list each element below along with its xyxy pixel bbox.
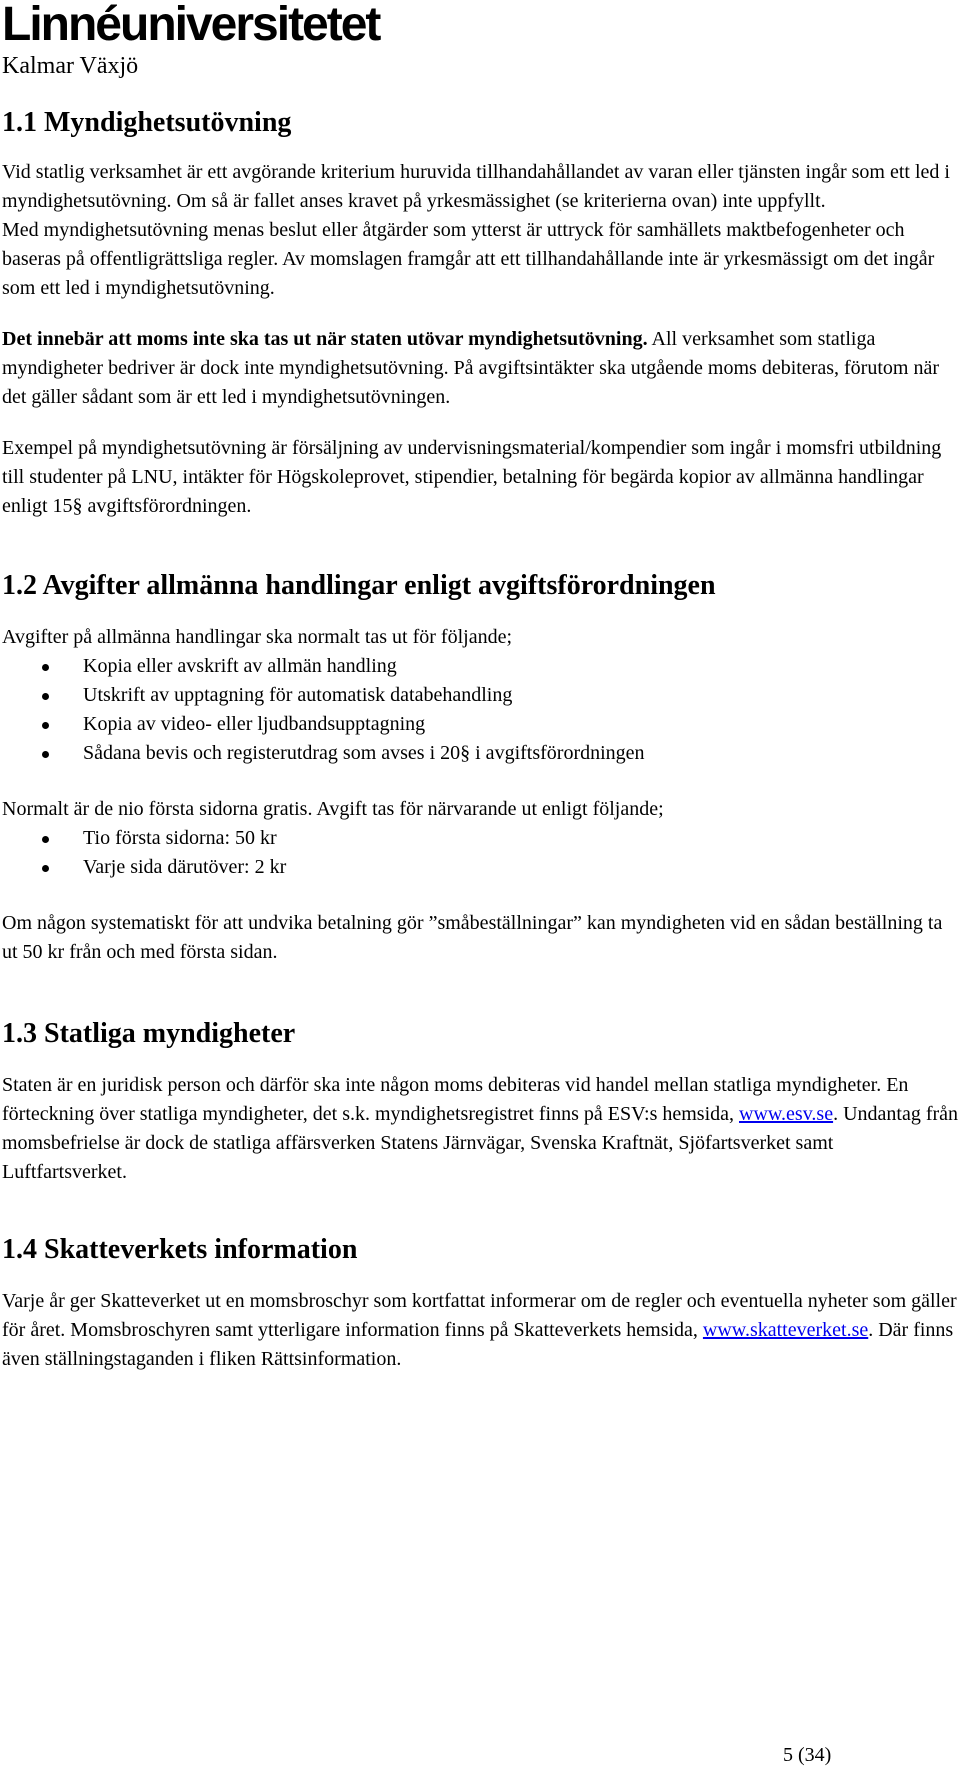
- heading-1-2: 1.2 Avgifter allmänna handlingar enligt avgiftsförordningen: [2, 570, 716, 601]
- paragraph-1-3-text-end: . Undantag från momsbefrielse är dock de statliga affärsverken Statens Järnvägar, Svenska Kraftnät, Sjöfartsverket samt Luftfartsverket.: [2, 1103, 959, 1183]
- paragraph-1-4-text-end: . Där finns även ställningstaganden i fliken Rättsinformation.: [2, 1319, 954, 1370]
- paragraph-1-2-fee: Normalt är de nio första sidorna gratis. Avgift tas för närvarande ut enligt följande;: [2, 798, 664, 820]
- paragraph-1-1-a: Vid statlig verksamhet är ett avgörande kriterium huruvida tillhandahållandet av varan eller tjänsten ingår som ett led i myndighetsutövning. Om så är fallet anses kravet på yrkesmässighet (se kriterierna ovan) inte uppfyllt.: [2, 161, 950, 212]
- fee-rates-list: [2, 824, 960, 882]
- paragraph-1-2-closing: Om någon systematiskt för att undvika betalning gör ”småbeställningar” kan myndigheten vid en sådan beställning ta ut 50 kr från och med första sidan.: [2, 912, 943, 963]
- paragraph-1-1-b: Med myndighetsutövning menas beslut eller åtgärder som ytterst är uttryck för samhällets maktbefogenheter och baseras på offentligrättsliga regler. Av momslagen framgår att ett tillhandahållande inte är yrkesmässigt om det ingår som ett led i myndighetsutövning.: [2, 219, 935, 299]
- list-item: Varje sida därutöver: 2 kr: [2, 853, 960, 882]
- esv-link[interactable]: www.esv.se: [739, 1103, 834, 1125]
- university-logo: [2, 0, 379, 79]
- document-content: [2, 106, 960, 1374]
- list-item: Kopia eller avskrift av allmän handling: [2, 652, 960, 681]
- paragraph-1-1-c: [2, 325, 960, 412]
- page-number: 5 (34): [783, 1744, 832, 1766]
- logo-subtitle: Kalmar Växjö: [2, 53, 139, 79]
- logo-name: Linnéuniversitetet: [2, 0, 380, 51]
- list-item: Tio första sidorna: 50 kr: [2, 824, 960, 853]
- list-item: Sådana bevis och registerutdrag som avses i 20§ i avgiftsförordningen: [2, 739, 960, 768]
- fee-items-list: [2, 652, 960, 768]
- list-item: Kopia av video- eller ljudbandsupptagning: [2, 710, 960, 739]
- paragraph-1-1-c-rest: All verksamhet som statliga myndigheter bedriver är dock inte myndighetsutövning. På avgiftsintäkter ska utgående moms debiteras, förutom när det gäller sådant som är ett led i myndighetsutövningen.: [2, 328, 939, 408]
- list-item: Utskrift av upptagning för automatisk databehandling: [2, 681, 960, 710]
- bold-statement: Det innebär att moms inte ska tas ut när staten utövar myndighetsutövning.: [2, 328, 648, 350]
- heading-1-3: 1.3 Statliga myndigheter: [2, 1018, 296, 1049]
- heading-1-4: 1.4 Skatteverkets information: [2, 1234, 358, 1265]
- paragraph-1-4: [2, 1287, 960, 1374]
- skatteverket-link[interactable]: www.skatteverket.se: [702, 1319, 869, 1341]
- heading-1-1: 1.1 Myndighetsutövning: [2, 107, 292, 138]
- paragraph-1-1-d: Exempel på myndighetsutövning är försäljning av undervisningsmaterial/kompendier som ingår i momsfri utbildning till studenter på LNU, intäkter för Högskoleprovet, stipendier, betalning för begärda kopior av allmänna handlingar enligt 15§ avgiftsförordningen.: [2, 437, 942, 517]
- paragraph-1-3: [2, 1071, 960, 1187]
- paragraph-1-4-text: Varje år ger Skatteverket ut en momsbroschyr som kortfattat informerar om de regler och eventuella nyheter som gäller för året. Momsbroschyren samt ytterligare information finns på Skatteverkets hemsida,: [2, 1290, 957, 1341]
- paragraph-1-2-intro: Avgifter på allmänna handlingar ska normalt tas ut för följande;: [2, 626, 513, 648]
- paragraph-1-3-text: Staten är en juridisk person och därför ska inte någon moms debiteras vid handel mellan statliga myndigheter. En förteckning över statliga myndigheter, det s.k. myndighetsregistret finns på ESV:s hemsida,: [2, 1074, 909, 1125]
